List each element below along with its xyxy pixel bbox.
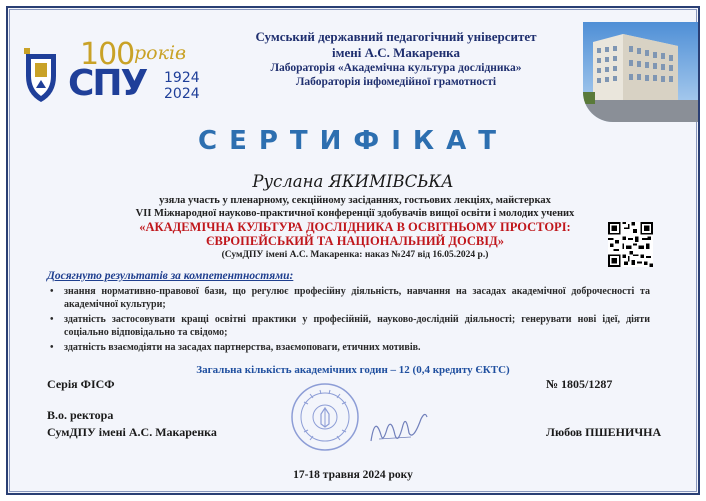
lab-name-2: Лабораторія інфомедійної грамотності bbox=[295, 76, 497, 88]
event-date: 17-18 травня 2024 року bbox=[293, 469, 413, 481]
result-text: здатність застосовувати кращі освітні практики у професійній, науково-дослідній діяльності; генерувати нові ідеї, діяти соціально відповідально та свідомо; bbox=[64, 314, 650, 338]
list-item bbox=[50, 286, 650, 311]
list-item bbox=[50, 342, 650, 355]
year-end: 2024 bbox=[164, 86, 200, 102]
conference-title: «АКАДЕМІЧНА КУЛЬТУРА ДОСЛІДНИКА В ОСВІТНЬОМУ ПРОСТОРІ: ЄВРОПЕЙСЬКИЙ ТА НАЦІОНАЛЬНИЙ ДОСВІД» bbox=[139, 220, 571, 248]
rokiv-text: років bbox=[134, 42, 187, 64]
university-logo bbox=[24, 37, 200, 110]
year-start: 1924 bbox=[164, 70, 200, 86]
lab-name-1: Лабораторія «Академічна культура дослідника» bbox=[270, 62, 522, 74]
official-stamp-icon bbox=[290, 382, 360, 452]
order-reference: (СумДПУ імені А.С. Макаренка: наказ №247 від 16.05.2024 р.) bbox=[221, 250, 489, 260]
result-text: здатність взаємодіяти на засадах партнерства, взаємоповаги, етичних мотивів. bbox=[64, 342, 421, 353]
rector-name: Любов ПШЕНИЧНА bbox=[546, 425, 662, 439]
bullet-icon: • bbox=[50, 286, 54, 297]
rector-institution: СумДПУ імені А.С. Макаренка bbox=[47, 425, 217, 439]
conference-intro: VII Міжнародної науково-практичної конференції здобувачів вищої освіти і молодих учених bbox=[135, 208, 575, 219]
university-name-2: імені А.С. Макаренка bbox=[332, 45, 460, 60]
participation-text bbox=[96, 194, 614, 220]
certificate-title: СЕРТИФІКАТ bbox=[198, 126, 508, 156]
result-text: знання нормативно-правової бази, що регулює професійну діяльність, навчання на засадах академічної доброчесності та академічної культури; bbox=[64, 286, 650, 310]
building-photo bbox=[583, 22, 698, 122]
recipient-name: Руслана ЯКИМІВСЬКА bbox=[252, 172, 454, 191]
participation-line: узяла участь у пленарному, секційному засіданнях, гостьових лекціях, майстерках bbox=[159, 195, 551, 206]
list-item bbox=[50, 314, 650, 339]
qr-code[interactable] bbox=[608, 222, 653, 267]
certificate-series: Серія ФІСФ bbox=[47, 377, 115, 391]
spu-text: СПУ bbox=[68, 63, 147, 104]
bullet-icon: • bbox=[50, 314, 54, 325]
academic-hours: Загальна кількість академічних годин – 12 (0,4 кредиту ЄКТС) bbox=[196, 364, 510, 376]
logo-years bbox=[164, 70, 200, 102]
results-list bbox=[50, 286, 650, 358]
header bbox=[240, 29, 552, 89]
university-name: Сумський державний педагогічний університет bbox=[255, 29, 537, 44]
results-heading: Досягнуто результатів за компетентностями: bbox=[47, 270, 294, 282]
rector-title: В.о. ректора bbox=[47, 408, 114, 422]
emblem-icon bbox=[24, 46, 58, 104]
hundred-text: 100 bbox=[80, 37, 135, 72]
bullet-icon: • bbox=[50, 342, 54, 353]
certificate-number: № 1805/1287 bbox=[546, 377, 613, 391]
signature-icon bbox=[365, 405, 435, 450]
